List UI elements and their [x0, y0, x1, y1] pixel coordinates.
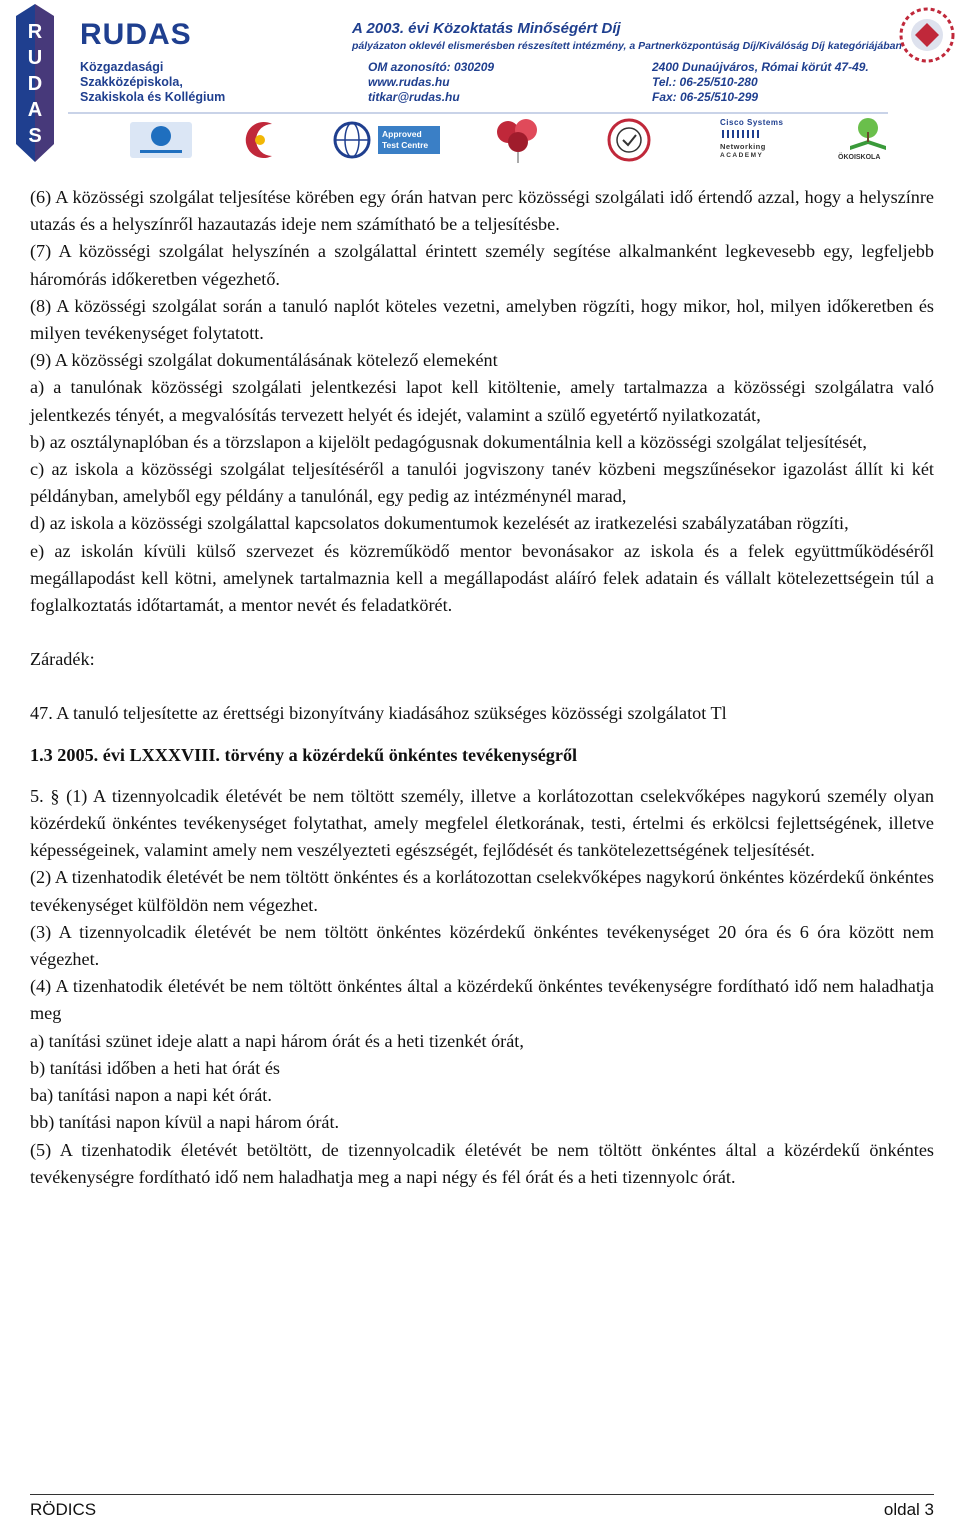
balloons-logo — [492, 116, 544, 164]
letterhead — [0, 0, 960, 168]
contact-block-ids — [368, 60, 494, 105]
footer-divider — [30, 1494, 934, 1495]
paragraph: (5) A tizenhatodik életévét betöltött, de tizennyolcadik életévét be nem töltött önkéntes által a közérdekű önkéntes tevékenységre fordítható idő nem haladhatja meg a napi négy és fél órát és a heti tizennyolc órát. — [30, 1139, 934, 1187]
seal-ring-logo — [596, 116, 662, 164]
paragraph: (6) A közösségi szolgálat teljesítése körében egy órán hatvan perc közösségi szolgálati idő értendő azzal, hogy a helyszínre utazás és a helyszínről hazautazás ideje nem számítható be a teljesítésbe. — [30, 187, 934, 235]
cisco-bars-icon — [722, 130, 762, 138]
address: 2400 Dunaújváros, Római körút 47-49. — [652, 60, 869, 74]
school-seal-logo — [4, 2, 66, 164]
list-item: ba) tanítási napon a napi két órát. — [30, 1085, 272, 1106]
tree-book-icon — [846, 116, 890, 152]
spacer — [30, 728, 934, 742]
paragraph: (9) A közösségi szolgálat dokumentálásának kötelező elemeként — [30, 350, 498, 371]
paragraph: (2) A tizenhatodik életévét be nem töltött önkéntes és a korlátozottan cselekvőképes nagykorú önkéntes közérdekű önkéntes tevékenységet külföldön nem végezhet. — [30, 867, 934, 915]
fax: Fax: 06-25/510-299 — [652, 90, 759, 104]
list-item: e) az iskolán kívüli külső szervezet és közreműködő mentor bevonásakor az iskola és a felek együttműködéséről megállapodást kell kötni, amelynek tartalmaznia kell a megállapodást aláíró felek adatain és vállalt kötelezettségein túl a foglalkoztatás időtartamát, a mentor nevét és feladatkörét. — [30, 540, 934, 616]
om-id: OM azonosító: 030209 — [368, 60, 495, 74]
list-item: a) tanítási szünet ideje alatt a napi három órát és a heti tizenkét órát, — [30, 1030, 524, 1051]
seal-letter-r: R — [27, 21, 43, 43]
list-item: d) az iskola a közösségi szolgálattal kapcsolatos dokumentumok kezelését az iratkezelési szabályzatában rögzíti, — [30, 513, 849, 534]
list-item: c) az iskola a közösségi szolgálat teljesítéséről a tanulói jogviszony tanév közbeni megszűnésekor igazolást állít ki két példányban, amelyből egy példány a tanulónál, egy pedig az intézménynél marad, — [30, 459, 934, 507]
award-title: A 2003. évi Közoktatás Minőségért Díj — [352, 20, 621, 37]
school-line: Szakiskola és Kollégium — [80, 90, 226, 104]
award-description: pályázaton oklevél elismerésben részesített intézmény, a Partnerközpontúság Díj/Kiválóság Díj kategóriájában — [352, 40, 902, 52]
paragraph: (3) A tizennyolcadik életévét be nem töltött önkéntes közérdekű önkéntes tevékenységet 20 óra és 6 óra között nem végezhet. — [30, 921, 934, 970]
list-item: b) az osztálynaplóban és a törzslapon a kijelölt pedagógusnak dokumentálnia kell a közösségi szolgálat teljesítését, — [30, 431, 867, 452]
email-link[interactable]: titkar@rudas.hu — [368, 90, 460, 104]
phone: Tel.: 06-25/510-280 — [652, 75, 758, 89]
paragraph: (4) A tizenhatodik életévét be nem töltött önkéntes által a közérdekű önkéntes tevékenységre fordítható idő nem haladhatja meg — [30, 976, 934, 1024]
school-name — [80, 60, 225, 105]
globe-icon — [332, 120, 372, 160]
paragraph: (7) A közösségi szolgálat helyszínén a szolgálattal érintett személy segítése alkalmanként legkevesebb egy, legfeljebb háromórás időkeretben végezhető. — [30, 241, 934, 289]
seal-letter-s: S — [28, 125, 42, 147]
partner-emblem-icon — [898, 6, 956, 64]
approved-badge: Approved Test Centre — [378, 126, 440, 154]
cisco-networking-academy-logo: Cisco Systems Networking ACADEMY — [720, 118, 784, 159]
paragraph: 5. § (1) A tizennyolcadik életévét be nem töltött személy, illetve a korlátozottan cselekvőképes nagykorú személy olyan közérdekű önkéntes tevékenységet folytathat, amely megfelel életkorának, testi, értelmi és erkölcsi fejlettségének, illetve képességeinek, valamint amely nem veszélyezteti egészségét, fejlődését és tankötelezettségének teljesítését. — [30, 785, 934, 861]
clause-label: Záradék: — [30, 649, 95, 670]
approved-test-centre-logo — [332, 116, 442, 164]
footer-author: RÖDICS — [30, 1500, 97, 1519]
school-line: Szakközépiskola, — [80, 75, 183, 89]
header-divider — [68, 112, 888, 114]
spacer — [30, 619, 934, 646]
list-item: bb) tanítási napon kívül a napi három órát. — [30, 1112, 340, 1133]
spacer — [30, 769, 934, 783]
seal-letter-a: A — [27, 99, 43, 121]
seal-letter-u: U — [27, 47, 43, 69]
spacer — [30, 673, 934, 700]
section-heading: 1.3 2005. évi LXXXVIII. törvény a közérdekű önkéntes tevékenységről — [30, 744, 578, 765]
page-number: oldal 3 — [883, 1500, 934, 1519]
clause-text: 47. A tanuló teljesítette az érettségi bizonyítvány kiadásához szükséges közösségi szolgálatot Tl — [30, 703, 727, 724]
seal-letter-d: D — [27, 73, 43, 95]
list-item: b) tanítási időben a heti hat órát és — [30, 1057, 280, 1078]
school-line: Közgazdasági — [80, 60, 164, 74]
brand-name: RUDAS — [80, 18, 192, 51]
document-body — [30, 184, 934, 1191]
okoiskola-logo: ÖKOISKOLA — [838, 116, 898, 164]
contact-block-address — [652, 60, 869, 105]
list-item: a) a tanulónak közösségi szolgálati jelentkezési lapot kell kitöltenie, amely tartalmazza a közösségi szolgálatra való jelentkezés tényét, a megvalósítás tervezett helyét és idejét, valamint a szülő egyetértő nyilatkozatát, — [30, 377, 934, 425]
crescent-logo — [240, 116, 290, 164]
paragraph: (8) A közösségi szolgálat során a tanuló naplót köteles vezetni, amelyben rögzíti, hogy mikor, hol, milyen időkeretben és milyen tevékenységet folytatott. — [30, 295, 934, 344]
website-link[interactable]: www.rudas.hu — [368, 75, 450, 89]
quality-award-logo — [126, 116, 196, 164]
